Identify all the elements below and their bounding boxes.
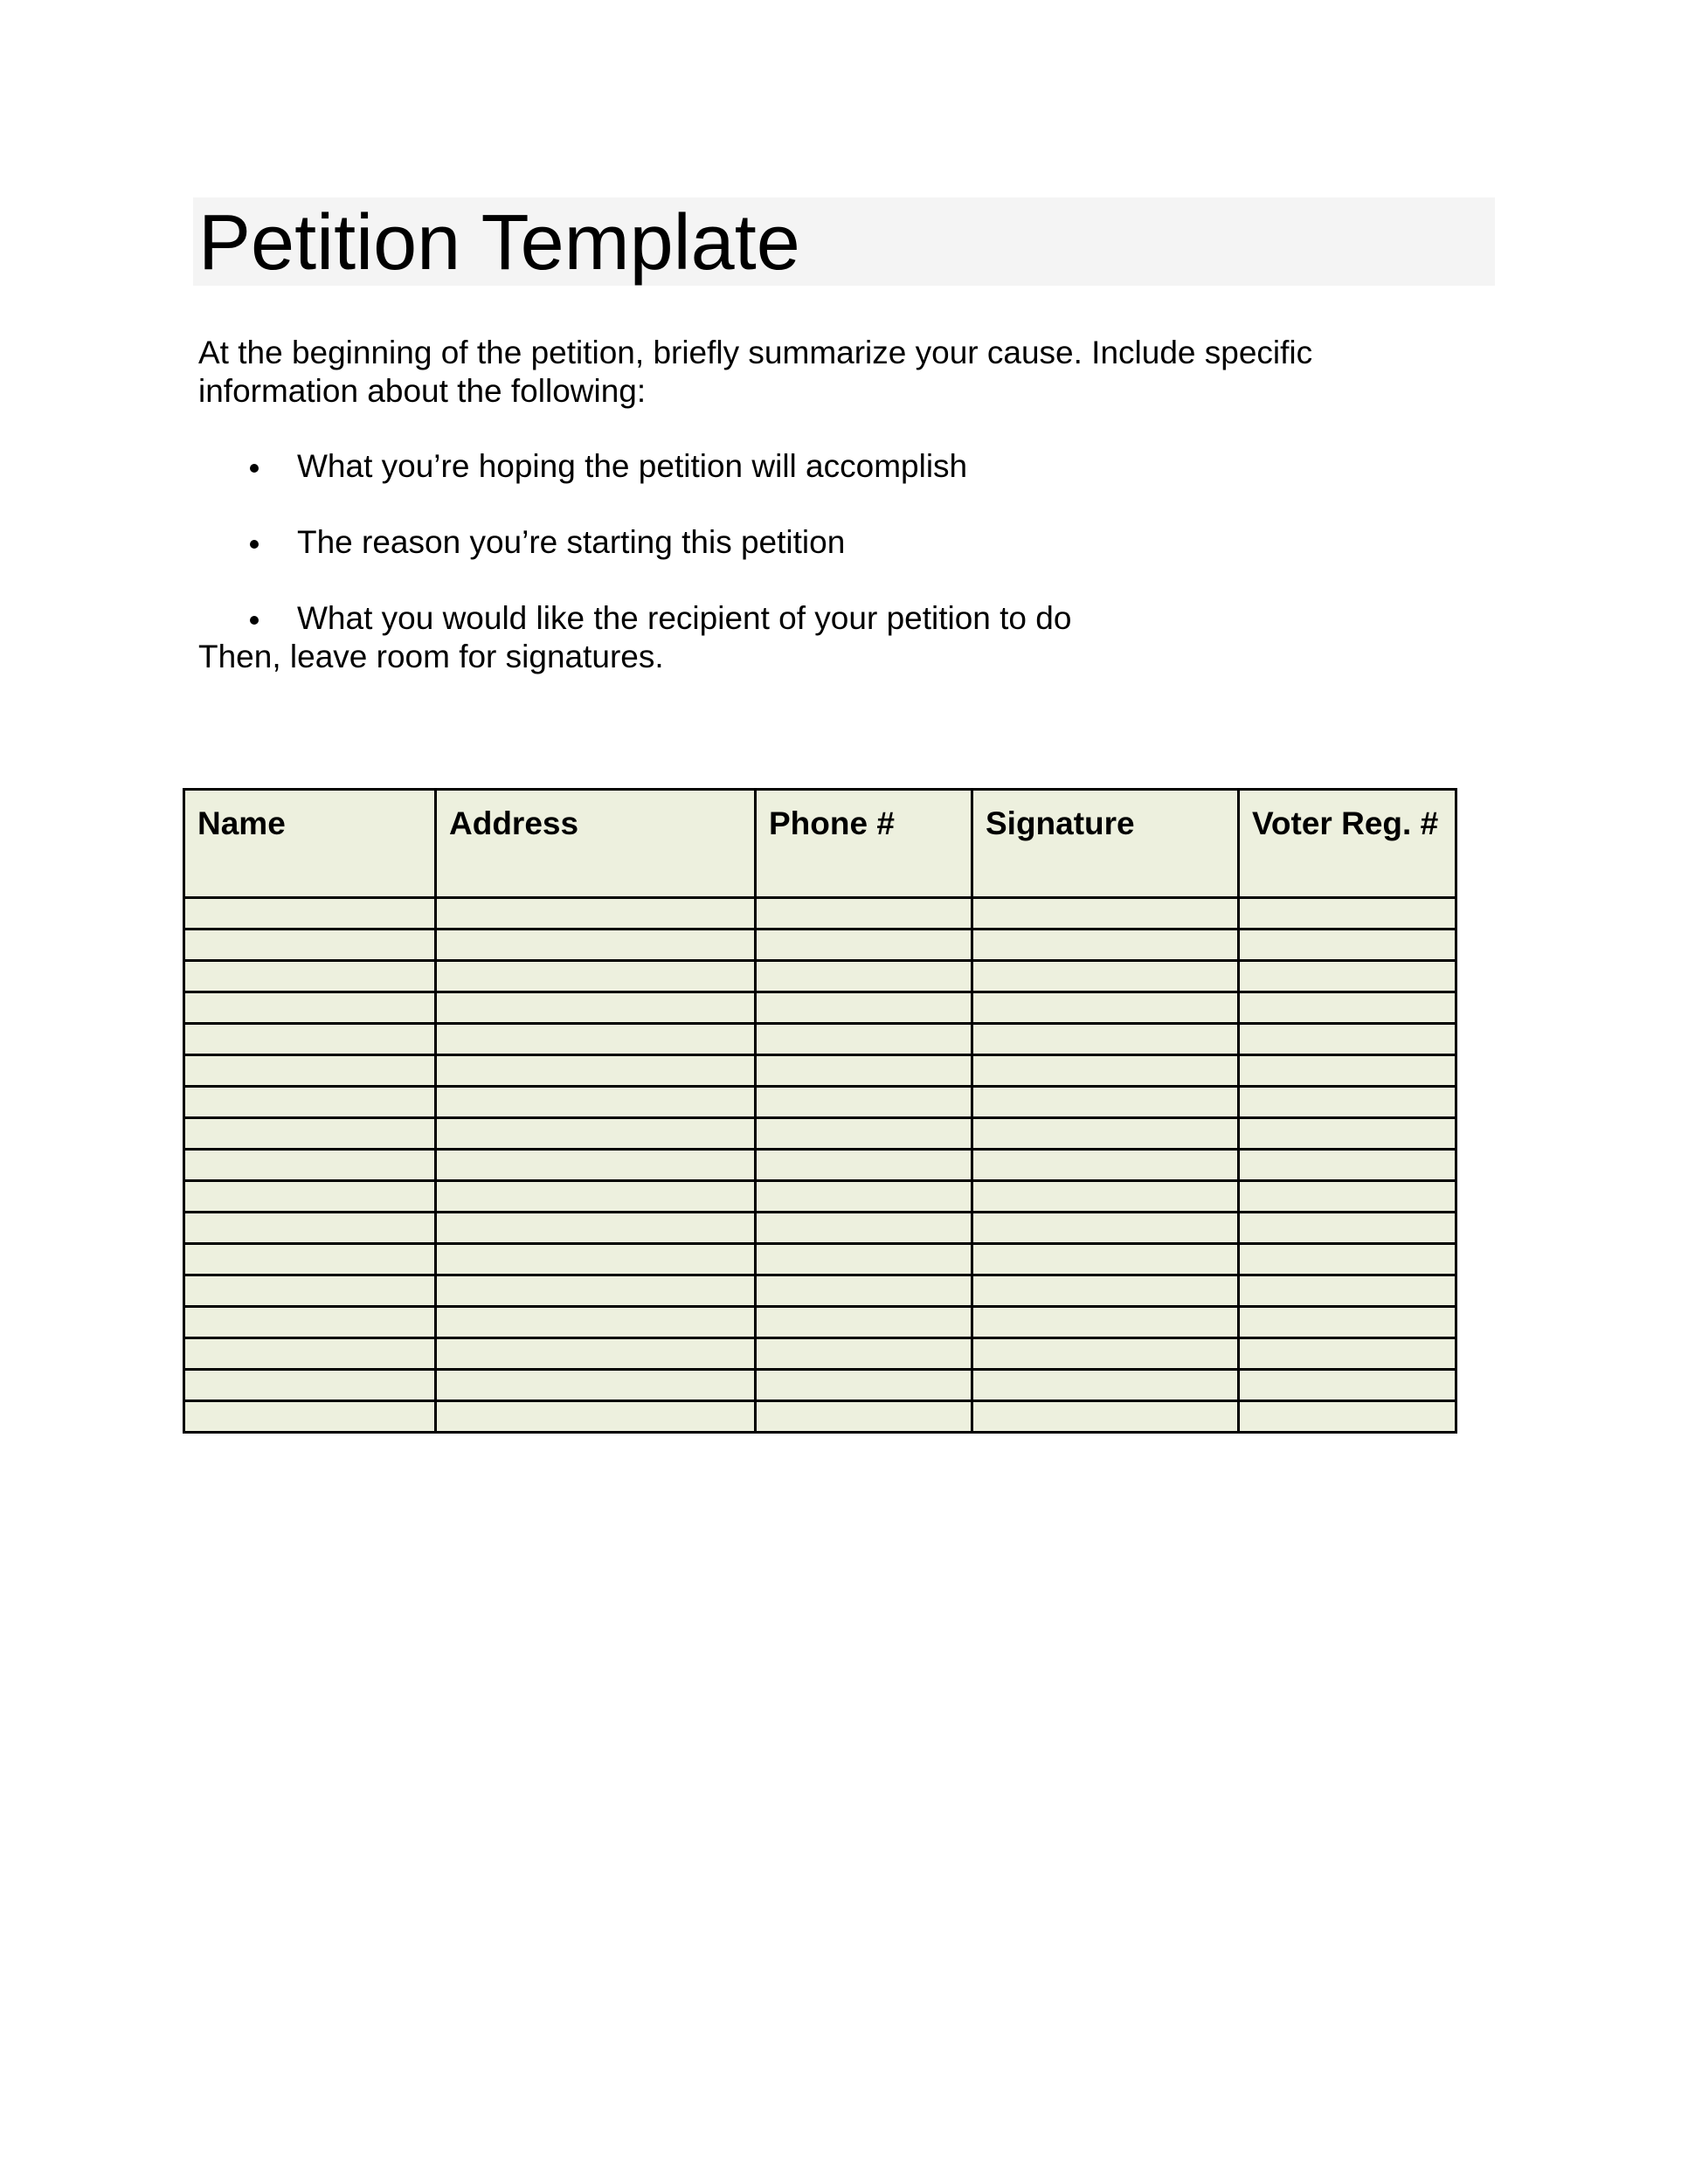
signature-cell <box>436 930 756 961</box>
bullet-list <box>198 447 1071 638</box>
signature-cell <box>1239 898 1456 930</box>
signature-table-body <box>184 898 1456 1433</box>
signature-cell <box>184 1213 436 1244</box>
table-row <box>184 1024 1456 1055</box>
table-row <box>184 1118 1456 1150</box>
signature-cell <box>184 961 436 992</box>
signature-cell <box>1239 1024 1456 1055</box>
signature-cell <box>972 961 1239 992</box>
table-row <box>184 1087 1456 1118</box>
signature-cell <box>1239 930 1456 961</box>
signature-cell <box>1239 992 1456 1024</box>
signature-cell <box>436 1150 756 1181</box>
signature-cell <box>756 992 972 1024</box>
signature-cell <box>972 1244 1239 1275</box>
bullet-text: What you would like the recipient of your petition to do <box>297 600 1072 636</box>
signature-cell <box>756 1338 972 1370</box>
signature-cell <box>184 1338 436 1370</box>
signature-cell <box>756 961 972 992</box>
signature-cell <box>436 898 756 930</box>
signature-cell <box>972 1118 1239 1150</box>
signature-cell <box>1239 1055 1456 1087</box>
signature-cell <box>756 1150 972 1181</box>
signature-cell <box>756 1024 972 1055</box>
bullet-item <box>198 599 1071 638</box>
signature-cell <box>756 930 972 961</box>
signature-cell <box>1239 1087 1456 1118</box>
table-row <box>184 961 1456 992</box>
signature-cell <box>436 1275 756 1307</box>
signature-cell <box>184 1087 436 1118</box>
table-row <box>184 1055 1456 1087</box>
signature-cell <box>1239 1213 1456 1244</box>
signature-cell <box>756 1275 972 1307</box>
column-header-phone: Phone # <box>756 790 972 898</box>
signature-cell <box>756 1181 972 1213</box>
column-header-voter-reg: Voter Reg. # <box>1239 790 1456 898</box>
signature-cell <box>972 1087 1239 1118</box>
signature-cell <box>436 1118 756 1150</box>
signature-cell <box>756 1244 972 1275</box>
signature-cell <box>1239 1150 1456 1181</box>
table-row <box>184 1307 1456 1338</box>
signature-cell <box>756 1087 972 1118</box>
page-title: Petition Template <box>198 199 800 287</box>
signature-cell <box>184 930 436 961</box>
signature-cell <box>1239 1370 1456 1401</box>
signature-cell <box>184 1150 436 1181</box>
signature-table <box>183 788 1457 1434</box>
signature-cell <box>436 1307 756 1338</box>
signature-cell <box>184 898 436 930</box>
signature-cell <box>436 961 756 992</box>
signature-cell <box>972 1055 1239 1087</box>
bullet-dot-icon <box>250 616 259 625</box>
table-row <box>184 1370 1456 1401</box>
signature-cell <box>436 1213 756 1244</box>
signature-cell <box>184 1275 436 1307</box>
signature-cell <box>972 930 1239 961</box>
signature-cell <box>184 1118 436 1150</box>
table-row <box>184 1213 1456 1244</box>
column-header-address: Address <box>436 790 756 898</box>
signature-cell <box>756 1307 972 1338</box>
signature-cell <box>436 1370 756 1401</box>
signature-cell <box>184 1244 436 1275</box>
signature-cell <box>1239 1401 1456 1433</box>
signature-cell <box>756 898 972 930</box>
table-row <box>184 1275 1456 1307</box>
signature-cell <box>436 1024 756 1055</box>
signature-cell <box>1239 1338 1456 1370</box>
column-header-signature: Signature <box>972 790 1239 898</box>
table-header-row <box>184 790 1456 898</box>
signature-cell <box>184 1055 436 1087</box>
signature-cell <box>436 1055 756 1087</box>
table-row <box>184 1150 1456 1181</box>
table-row <box>184 930 1456 961</box>
signature-cell <box>972 1024 1239 1055</box>
table-row <box>184 1181 1456 1213</box>
signature-cell <box>972 1275 1239 1307</box>
signature-cell <box>436 1338 756 1370</box>
signature-cell <box>972 898 1239 930</box>
signature-cell <box>972 1181 1239 1213</box>
signature-cell <box>756 1213 972 1244</box>
bullet-item <box>198 523 1071 562</box>
signature-cell <box>972 1401 1239 1433</box>
signature-cell <box>184 1401 436 1433</box>
signature-cell <box>436 1181 756 1213</box>
signature-cell <box>972 992 1239 1024</box>
signature-cell <box>756 1401 972 1433</box>
signature-cell <box>184 1307 436 1338</box>
signature-cell <box>1239 961 1456 992</box>
signature-cell <box>972 1307 1239 1338</box>
signature-cell <box>184 1181 436 1213</box>
intro-paragraph: At the beginning of the petition, briefly summarize your cause. Include specific information about the following: <box>198 335 1313 409</box>
signature-cell <box>436 992 756 1024</box>
table-row <box>184 1401 1456 1433</box>
signature-cell <box>1239 1275 1456 1307</box>
bullet-dot-icon <box>250 464 259 473</box>
signature-cell <box>1239 1181 1456 1213</box>
signature-cell <box>1239 1244 1456 1275</box>
signature-cell <box>972 1150 1239 1181</box>
bullet-text: The reason you’re starting this petition <box>297 524 846 560</box>
signature-cell <box>1239 1118 1456 1150</box>
signature-cell <box>436 1244 756 1275</box>
outro-paragraph: Then, leave room for signatures. <box>198 639 664 674</box>
table-row <box>184 1338 1456 1370</box>
column-header-name: Name <box>184 790 436 898</box>
table-row <box>184 1244 1456 1275</box>
bullet-dot-icon <box>250 540 259 549</box>
bullet-item <box>198 447 1071 486</box>
signature-cell <box>756 1370 972 1401</box>
signature-cell <box>184 992 436 1024</box>
signature-cell <box>756 1118 972 1150</box>
signature-cell <box>184 1370 436 1401</box>
signature-cell <box>972 1338 1239 1370</box>
signature-cell <box>972 1213 1239 1244</box>
signature-cell <box>436 1401 756 1433</box>
table-row <box>184 898 1456 930</box>
signature-cell <box>756 1055 972 1087</box>
bullet-text: What you’re hoping the petition will accomplish <box>297 448 968 484</box>
signature-cell <box>972 1370 1239 1401</box>
signature-cell <box>1239 1307 1456 1338</box>
table-row <box>184 992 1456 1024</box>
signature-cell <box>436 1087 756 1118</box>
signature-cell <box>184 1024 436 1055</box>
